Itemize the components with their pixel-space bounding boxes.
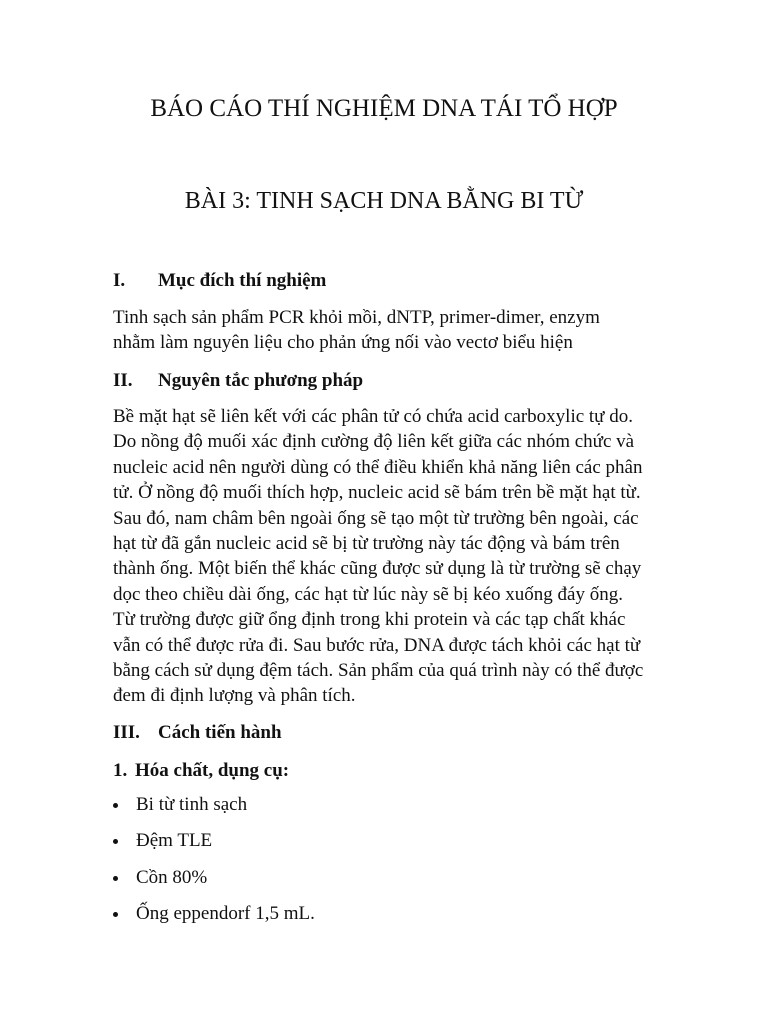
paragraph-line: dọc theo chiều dài ống, các hạt từ lúc này sẽ bị kéo xuống đáy ống. bbox=[113, 583, 623, 605]
list-item-text: Cồn 80% bbox=[136, 866, 208, 888]
subsection-1-title: Hóa chất, dụng cụ: bbox=[135, 760, 290, 781]
paragraph-line: đem đi định lượng và phân tích. bbox=[113, 685, 356, 707]
section-3-number: III. bbox=[113, 722, 140, 743]
list-item-text: Đệm TLE bbox=[136, 830, 213, 852]
section-3-heading bbox=[113, 721, 282, 745]
paragraph-line: Bề mặt hạt sẽ liên kết với các phân tử có chứa acid carboxylic tự do. bbox=[113, 406, 633, 427]
section-1-heading bbox=[113, 269, 326, 293]
paragraph-line: thành ống. Một biến thể khác cũng được sử dụng là từ trường sẽ chạy bbox=[113, 558, 642, 580]
list-item bbox=[113, 902, 315, 938]
bullet-icon bbox=[113, 912, 118, 917]
paragraph-line: vẫn có thể được rửa đi. Sau bước rửa, DNA được tách khỏi các hạt từ bbox=[113, 634, 641, 656]
paragraph-line: Sau đó, nam châm bên ngoài ống sẽ tạo một từ trường bên ngoài, các bbox=[113, 507, 639, 529]
paragraph-line: bằng cách sử dụng đệm tách. Sản phẩm của quá trình này có thể được bbox=[113, 660, 644, 682]
list-item bbox=[113, 866, 315, 902]
subsection-1-number: 1. bbox=[113, 760, 128, 781]
section-2-heading bbox=[113, 369, 363, 393]
section-2-number: II. bbox=[113, 370, 133, 391]
paragraph-line: nhằm làm nguyên liệu cho phản ứng nối vào vectơ biểu hiện bbox=[113, 332, 573, 354]
section-1-number: I. bbox=[113, 270, 126, 291]
list-item-text: Bi từ tinh sạch bbox=[136, 794, 248, 815]
section-2-paragraph bbox=[113, 404, 683, 709]
paragraph-line: hạt từ đã gắn nucleic acid sẽ bị từ trường này tác động và bám trên bbox=[113, 533, 620, 555]
section-1-paragraph bbox=[113, 305, 683, 356]
subsection-1-heading bbox=[113, 759, 289, 783]
lesson-title: BÀI 3: TINH SẠCH DNA BẰNG BI TỪ bbox=[184, 188, 584, 214]
bullet-icon bbox=[113, 876, 118, 881]
section-3-title: Cách tiến hành bbox=[158, 722, 282, 743]
bullet-icon bbox=[113, 839, 118, 844]
list-item-text: Ống eppendorf 1,5 mL. bbox=[136, 902, 315, 924]
paragraph-line: Do nồng độ muối xác định cường độ liên kết giữa các nhóm chức và bbox=[113, 431, 635, 453]
paragraph-line: nucleic acid nên người dùng có thể điều khiển khả năng liên các phân bbox=[113, 456, 643, 478]
paragraph-line: Từ trường được giữ ổng định trong khi protein và các tạp chất khác bbox=[113, 609, 626, 631]
section-2-title: Nguyên tắc phương pháp bbox=[158, 370, 364, 391]
list-item bbox=[113, 829, 315, 865]
section-1-title: Mục đích thí nghiệm bbox=[158, 270, 327, 291]
list-item bbox=[113, 793, 315, 829]
report-title: BÁO CÁO THÍ NGHIỆM DNA TÁI TỔ HỢP bbox=[150, 95, 618, 122]
paragraph-line: Tinh sạch sản phẩm PCR khỏi mồi, dNTP, primer-dimer, enzym bbox=[113, 307, 600, 328]
materials-list bbox=[113, 793, 315, 938]
paragraph-line: tử. Ở nồng độ muối thích hợp, nucleic acid sẽ bám trên bề mặt hạt từ. bbox=[113, 482, 641, 504]
bullet-icon bbox=[113, 803, 118, 808]
